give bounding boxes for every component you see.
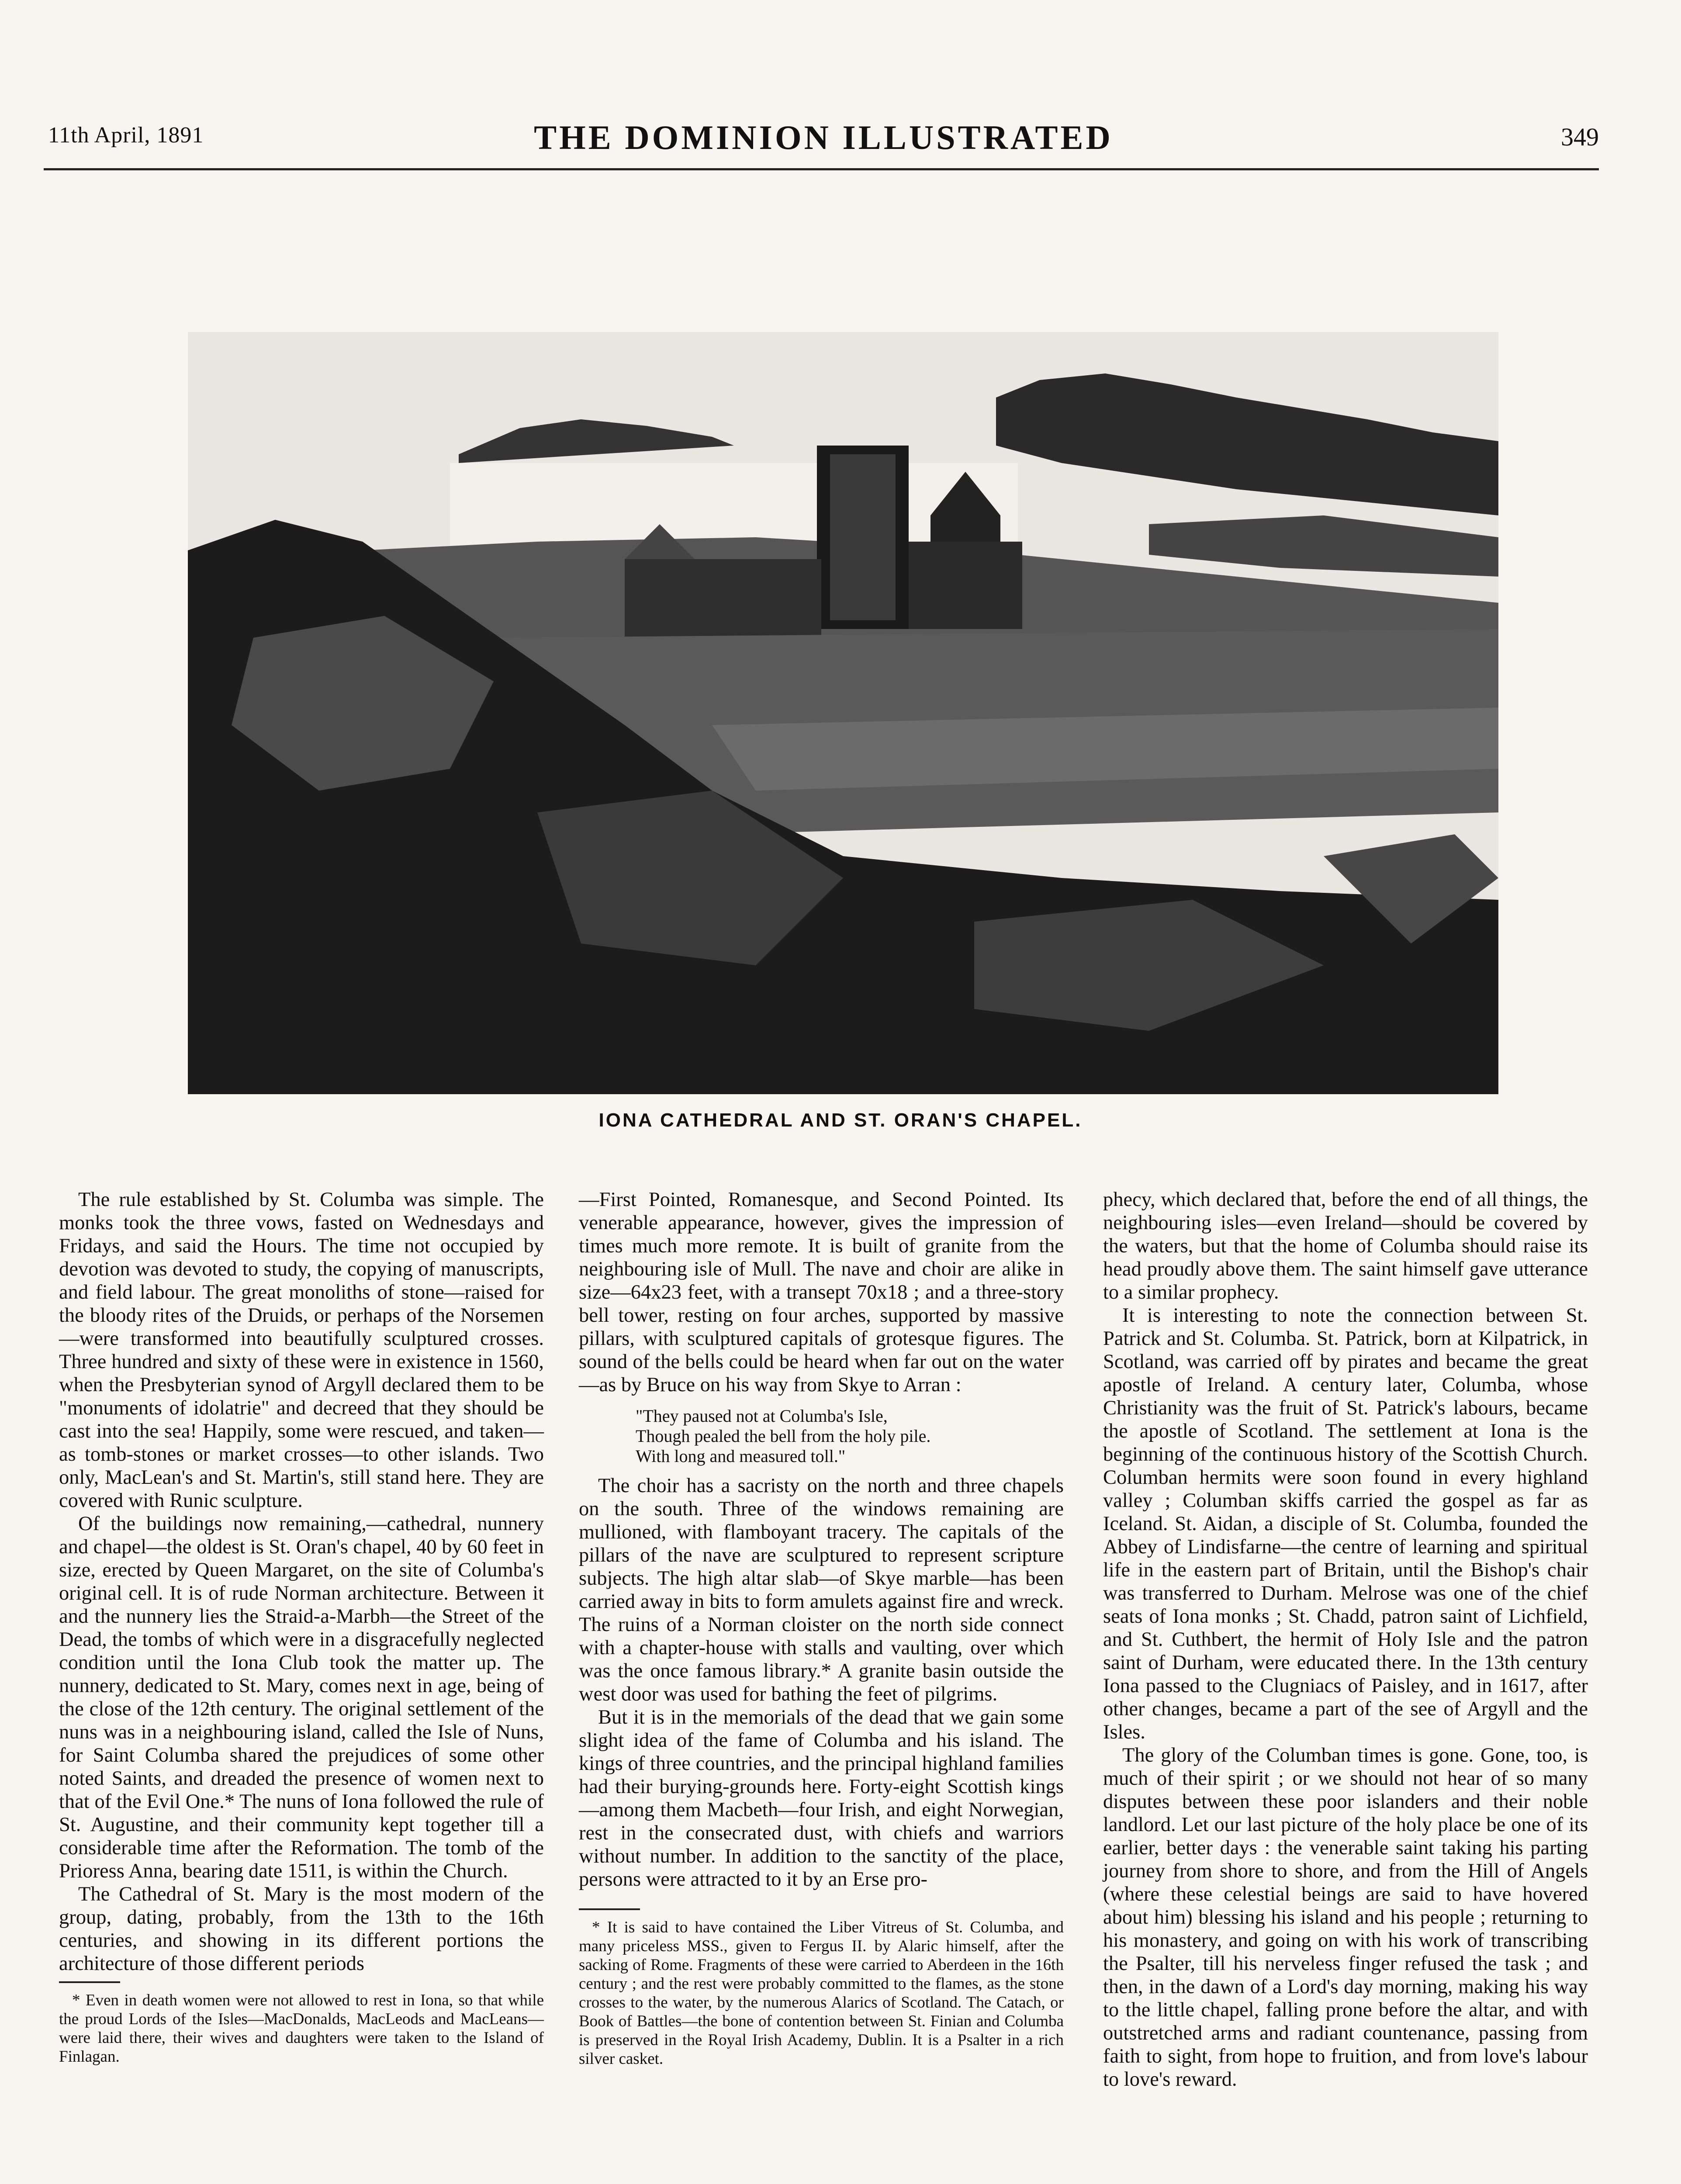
paragraph: The choir has a sacristy on the north and three chapels on the south. Three of the windows remaining are mullioned, with flamboyant tracery. The capitals of the pillars of the nave are sculptured to represent scripture subjects. The high altar slab—of Skye marble—has been carried away in bits to form amulets against fire and wreck. The ruins of a Norman cloister on the north side connect with a chapter-house with stalls and vaulting, over which was the once famous library.* A granite basin outside the west door was used for bathing the feet of pilgrims. [579,1475,1064,1705]
cathedral-photo [188,332,1498,1094]
paragraph: The rule established by St. Columba was simple. The monks took the three vows, fasted on Wednesdays and Fridays, and said the Hours. The time not occupied by devotion was devoted to study, the copying of manuscripts, and field labour. The great monoliths of stone—raised for the bloody rites of the Druids, or perhaps of the Norsemen—were transformed into beautifully sculptured crosses. Three hundred and sixty of these were in existence in 1560, when the Presbyterian synod of Argyll declared them to be "monuments of idolatrie" and decreed that they should be cast into the sea! Happily, some were rescued, and taken—as tomb-stones or market crosses—to other islands. Two only, MacLean's and St. Martin's, still stand here. They are covered with Runic sculpture. [59,1189,544,1512]
footnote-text: * Even in death women were not allowed to rest in Iona, so that while the proud Lords of the Isles—MacDonalds, MacLeods and MacLeans—were laid there, their wives and daughters were taken to the Island of Finlagan. [59,1991,544,2066]
page-header [48,118,1599,162]
footnote-text: * It is said to have contained the Liber Vitreus of St. Columba, and many priceless MSS., given to Fergus II. by Alaric himself, after the sacking of Rome. Fragments of these were carried to Aberdeen in the 16th century ; and the rest were probably committed to the flames, as the stone crosses to the water, by the numerous Alarics of Scotland. The Catach, or Book of Battles—the bone of contention between St. Finian and Columba is preserved in the Royal Irish Academy, Dublin. It is a Psalter in a rich silver casket. [579,1918,1064,2068]
page-number: 349 [1561,123,1599,151]
verse-line: Though pealed the bell from the holy pile. [636,1426,931,1446]
article-column-1 [59,1188,544,2066]
paragraph: Of the buildings now remaining,—cathedral, nunnery and chapel—the oldest is St. Oran's chapel, 40 by 60 feet in size, erected by Queen Margaret, on the site of Columba's original cell. It is of rude Norman architecture. Between it and the nunnery lies the Straid-a-Marbh—the Street of the Dead, the tombs of which were in a disgracefully neglected condition until the Iona Club took the matter up. The nunnery, dedicated to St. Mary, comes next in age, being of the close of the 12th century. The original settlement of the nuns was in a neighbouring island, called the Isle of Nuns, for Saint Columba shared the prejudices of some other noted Saints, and dreaded the presence of women next to that of the Evil One.* The nuns of Iona followed the rule of St. Augustine, and their community kept together till a considerable time after the Reformation. The tomb of the Prioress Anna, bearing date 1511, is within the Church. [59,1513,544,1882]
article-column-2 [579,1188,1064,2068]
paragraph: The Cathedral of St. Mary is the most modern of the group, dating, probably, from the 13th to the 16th centuries, and showing in its different portions the architecture of those different periods [59,1883,544,1975]
footnote [59,1991,544,2066]
verse-quote [636,1406,1064,1466]
masthead-title: THE DOMINION ILLUSTRATED [534,118,1113,156]
verse-line: "They paused not at Columba's Isle, [636,1406,888,1426]
footnote [579,1918,1064,2068]
article-column-3 [1103,1188,1588,2091]
photo-caption: IONA CATHEDRAL AND ST. ORAN'S CHAPEL. [598,1109,1083,1131]
paragraph: phecy, which declared that, before the end of all things, the neighbouring isles—even Ireland—should be covered by the waters, but that the home of Columba should raise its head proudly above them. The saint himself gave utterance to a similar prophecy. [1103,1189,1588,1303]
paragraph: But it is in the memorials of the dead that we gain some slight idea of the fame of Columba and his island. The kings of three countries, and the principal highland families had their burying-grounds here. Forty-eight Scottish kings—among them Macbeth—four Irish, and eight Norwegian, rest in the consecrated dust, with chiefs and warriors without number. In addition to the sanctity of the place, persons were attracted to it by an Erse pro- [579,1706,1064,1890]
footnote-rule [579,1908,640,1910]
issue-date: 11th April, 1891 [48,123,204,148]
header-rule [44,168,1599,170]
paragraph: —First Pointed, Romanesque, and Second Pointed. Its venerable appearance, however, gives the impression of times much more remote. It is built of granite from the neighbouring isle of Mull. The nave and choir are alike in size—64x23 feet, with a transept 70x18 ; and a three-story bell tower, resting on four arches, supported by massive pillars, with sculptured capitals of grotesque figures. The sound of the bells could be heard when far out on the water—as by Bruce on his way from Skye to Arran : [579,1189,1064,1396]
footnote-rule [59,1981,120,1983]
paragraph: The glory of the Columban times is gone. Gone, too, is much of their spirit ; or we should not hear of so many disputes between these poor islanders and their noble landlord. Let our last picture of the holy place be one of its earlier, better days : the venerable saint taking his parting journey from shore to shore, and from the Hill of Angels (where these celestial beings are said to have hovered about him) blessing his island and his people ; returning to his monastery, and going on with his work of transcribing the Psalter, till his nerveless finger refused the task ; and then, in the dawn of a Lord's day morning, making his way to the little chapel, falling prone before the altar, and with outstretched arms and radiant countenance, passing from faith to sight, from hope to fruition, and from love's labour to love's reward. [1103,1744,1588,2091]
paragraph: It is interesting to note the connection between St. Patrick and St. Columba. St. Patrick, born at Kilpatrick, in Scotland, was carried off by pirates and became the great apostle of Ireland. A century later, Columba, whose Christianity was the fruit of St. Patrick's labours, became the apostle of Scotland. The settlement at Iona is the beginning of the continuous history of the Scottish Church. Columban hermits were soon found in every highland valley ; Columban skiffs carried the gospel as far as Iceland. St. Aidan, a disciple of St. Columba, founded the Abbey of Lindisfarne—the centre of learning and spiritual life in the eastern part of Britain, until the Bishop's chair was transferred to Durham. Melrose was one of the chief seats of Iona monks ; St. Chadd, patron saint of Lichfield, and St. Cuthbert, the hermit of Holy Isle and the patron saint of Durham, were educated there. In the 13th century Iona passed to the Clugniacs of Paisley, and in 1617, after other changes, became a part of the see of Argyll and the Isles. [1103,1304,1588,1743]
verse-line: With long and measured toll." [636,1446,846,1466]
